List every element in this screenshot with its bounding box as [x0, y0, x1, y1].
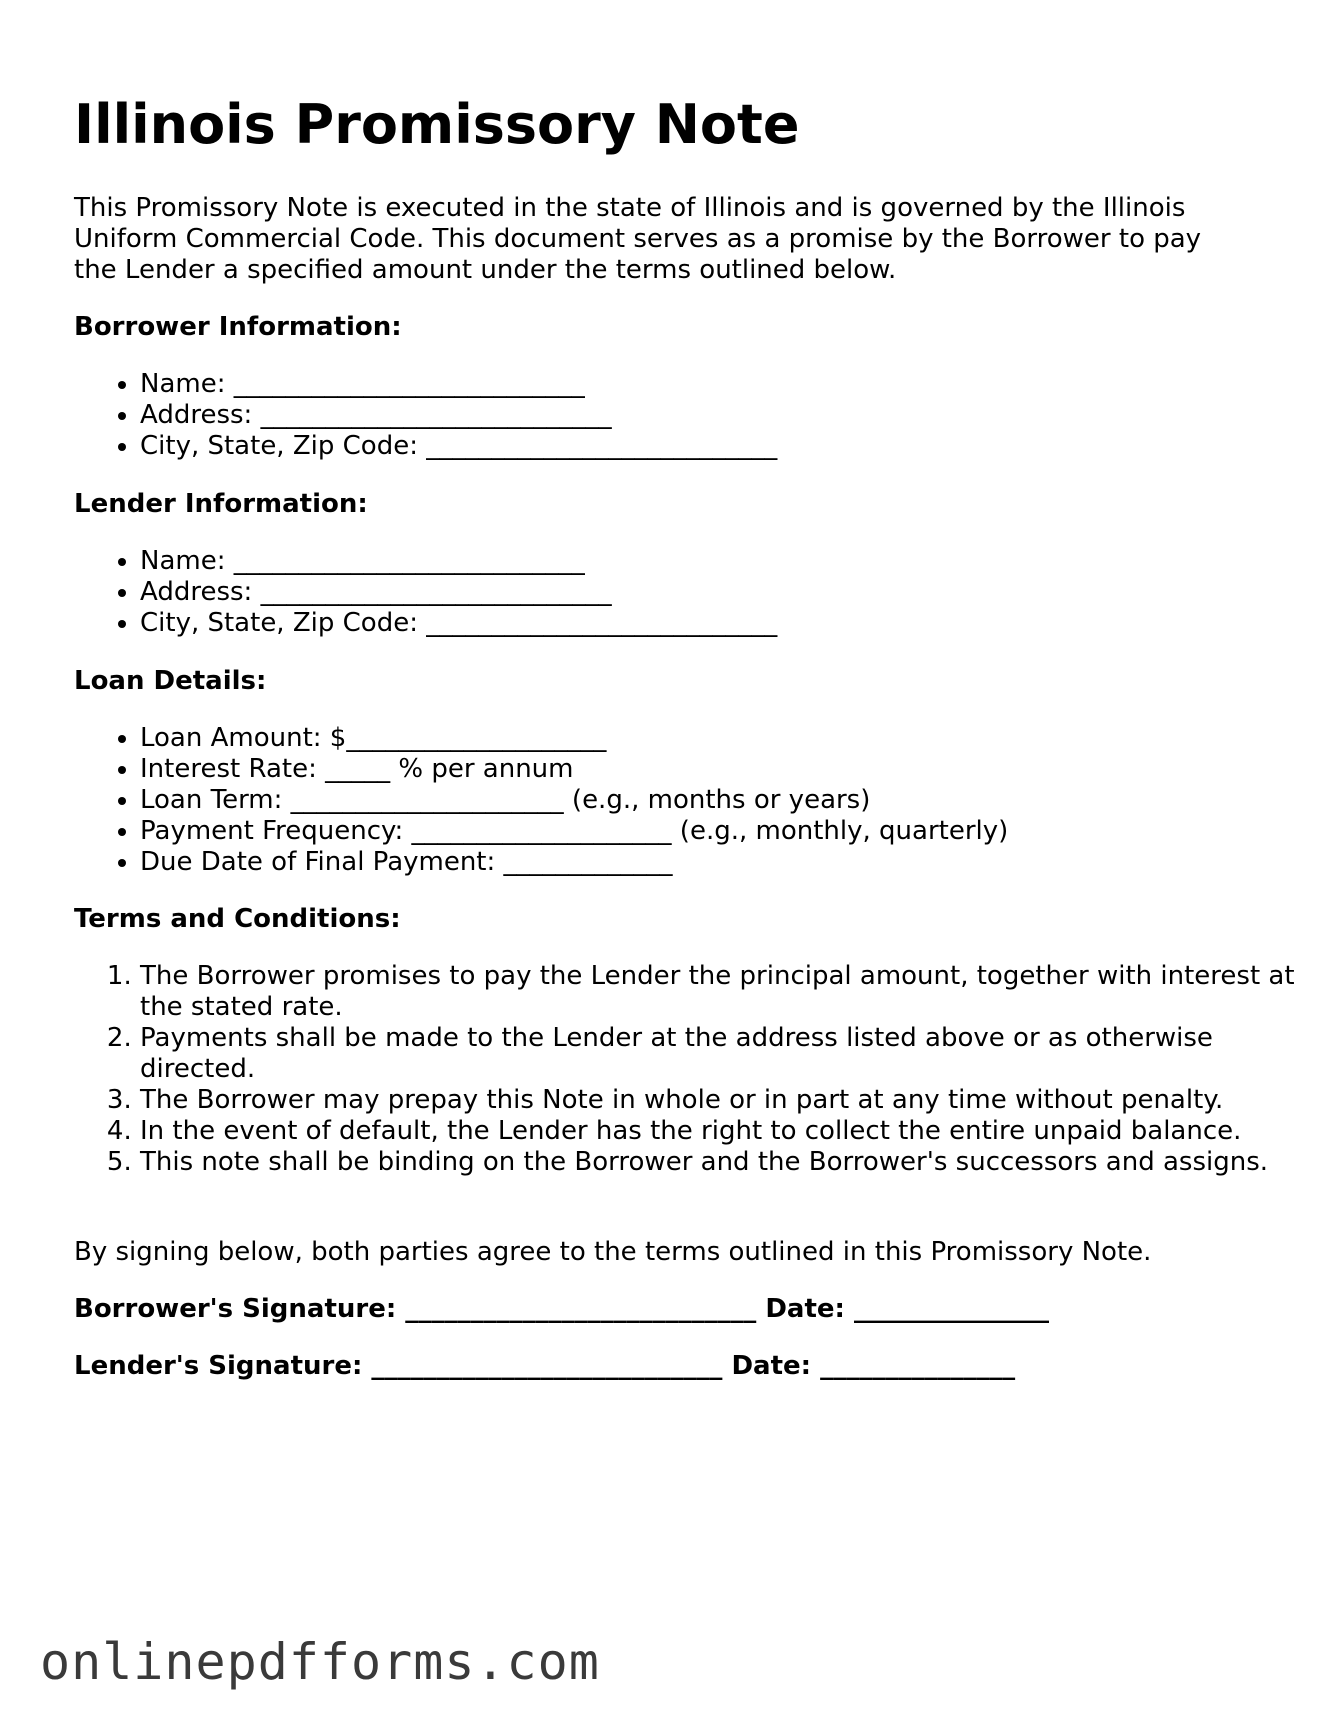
lender-address-field[interactable]: • Address: ___________________________ — [140, 577, 1320, 608]
payment-frequency-field[interactable]: • Payment Frequency: ____________________ (e.g., monthly, quarterly) — [140, 816, 1320, 847]
closing-statement: By signing below, both parties agree to the terms outlined in this Promissory Note. — [74, 1237, 1152, 1267]
intro-paragraph: This Promissory Note is executed in the state of Illinois and is governed by the Illinois Uniform Commercial Code. This document serves as a promise by the Borrower to pay the Lender a specified amount under the terms outlined below. — [74, 193, 1202, 285]
term-item: 1. The Borrower promises to pay the Lender the principal amount, together with interest at the stated rate. — [140, 961, 1320, 1023]
terms-heading: Terms and Conditions: — [74, 904, 401, 934]
term-item: 2. Payments shall be made to the Lender at the address listed above or as otherwise directed. — [140, 1023, 1320, 1085]
term-item: 5. This note shall be binding on the Borrower and the Borrower's successors and assigns. — [140, 1147, 1320, 1178]
borrower-signature-line[interactable]: Borrower's Signature: ___________________________ Date: _______________ — [74, 1294, 1049, 1324]
page-title: Illinois Promissory Note — [74, 93, 800, 156]
loan-details-heading: Loan Details: — [74, 666, 267, 696]
term-item: 4. In the event of default, the Lender has the right to collect the entire unpaid balance. — [140, 1116, 1320, 1147]
lender-heading: Lender Information: — [74, 489, 368, 519]
borrower-address-field[interactable]: • Address: ___________________________ — [140, 400, 1320, 431]
lender-city-state-zip-field[interactable]: • City, State, Zip Code: ___________________________ — [140, 608, 1320, 639]
loan-details-list — [74, 723, 1320, 878]
borrower-city-state-zip-field[interactable]: • City, State, Zip Code: ___________________________ — [140, 431, 1320, 462]
borrower-heading: Borrower Information: — [74, 312, 402, 342]
lender-fields-list — [74, 546, 1320, 639]
loan-amount-field[interactable]: • Loan Amount: $____________________ — [140, 723, 1320, 754]
loan-term-field[interactable]: • Loan Term: _____________________ (e.g., months or years) — [140, 785, 1320, 816]
terms-list — [74, 961, 1320, 1178]
borrower-fields-list — [74, 369, 1320, 462]
final-payment-due-date-field[interactable]: • Due Date of Final Payment: _____________ — [140, 847, 1320, 878]
interest-rate-field[interactable]: • Interest Rate: _____ % per annum — [140, 754, 1320, 785]
lender-name-field[interactable]: • Name: ___________________________ — [140, 546, 1320, 577]
term-item: 3. The Borrower may prepay this Note in whole or in part at any time without penalty. — [140, 1085, 1320, 1116]
borrower-name-field[interactable]: • Name: ___________________________ — [140, 369, 1320, 400]
watermark-logo: onlinepdfforms.com — [40, 1633, 600, 1691]
lender-signature-line[interactable]: Lender's Signature: ___________________________ Date: _______________ — [74, 1351, 1016, 1381]
